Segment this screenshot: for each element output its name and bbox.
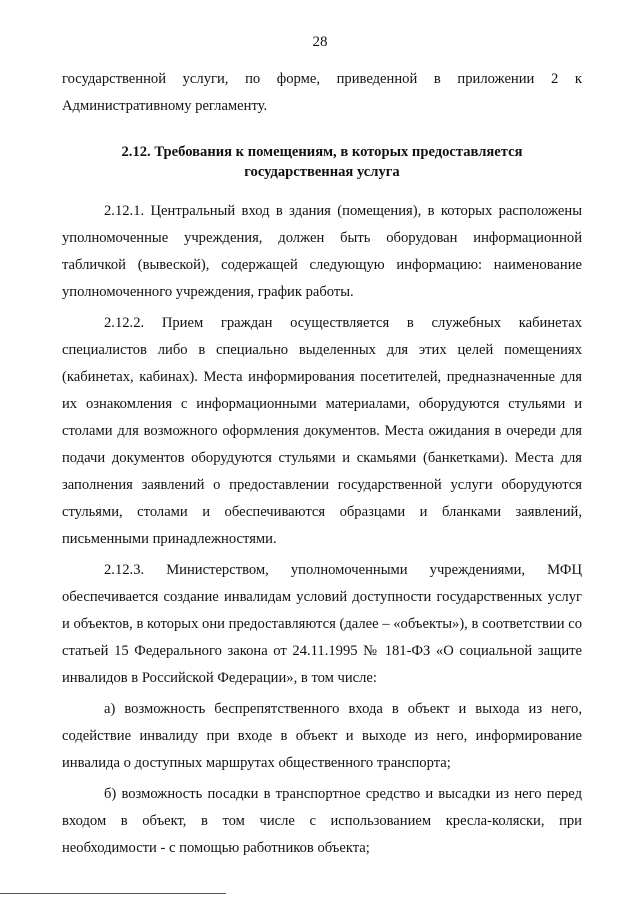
page-number: 28 [312, 34, 328, 50]
paragraph-2-12-1: 2.12.1. Центральный вход в здания (помещения), в которых расположены уполномоченные учреждения, должен быть оборудован информационной табличкой (вывеской), содержащей следующую информацию: наименование уполномоченного учреждения, график работы. [62, 203, 582, 300]
list-item-b: б) возможность посадки в транспортное средство и высадки из него перед входом в объект, в том числе с использованием кресла-коляски, при необходимости - с помощью работников объекта; [62, 786, 582, 856]
footnote-divider [0, 893, 226, 894]
paragraph-2-12-3: 2.12.3. Министерством, уполномоченными учреждениями, МФЦ обеспечивается создание инвалидам условий доступности государственных услуг и объектов, в которых они предоставляются (далее – «объекты»), в соответствии со статьей 15 Федерального закона от 24.11.1995 № 181-ФЗ «О социальной защите инвалидов в Российской Федерации», в том числе: [62, 562, 582, 686]
intro-paragraph: государственной услуги, по форме, приведенной в приложении 2 к Административному регламенту. [62, 71, 582, 114]
list-item-a: а) возможность беспрепятственного входа в объект и выхода из него, содействие инвалиду при входе в объект и выходе из него, информирование инвалида о доступных маршрутах общественного транспорта; [62, 701, 582, 771]
paragraph-2-12-2: 2.12.2. Прием граждан осуществляется в служебных кабинетах специалистов либо в специально выделенных для этих целей помещениях (кабинетах, кабинах). Места информирования посетителей, предназначенные для их ознакомления с информационными материалами, оборудуются стульями и столами для возможного оформления документов. Места ожидания в очереди для подачи документов оборудуются стульями и скамьями (банкетками). Места для заполнения заявлений о предоставлении государственной услуги оборудуются стульями, столами и обеспечиваются образцами и бланками заявлений, письменными принадлежностями. [62, 315, 582, 547]
section-heading: 2.12. Требования к помещениям, в которых предоставляется государственная услуга [121, 144, 523, 180]
document-body [62, 66, 582, 862]
